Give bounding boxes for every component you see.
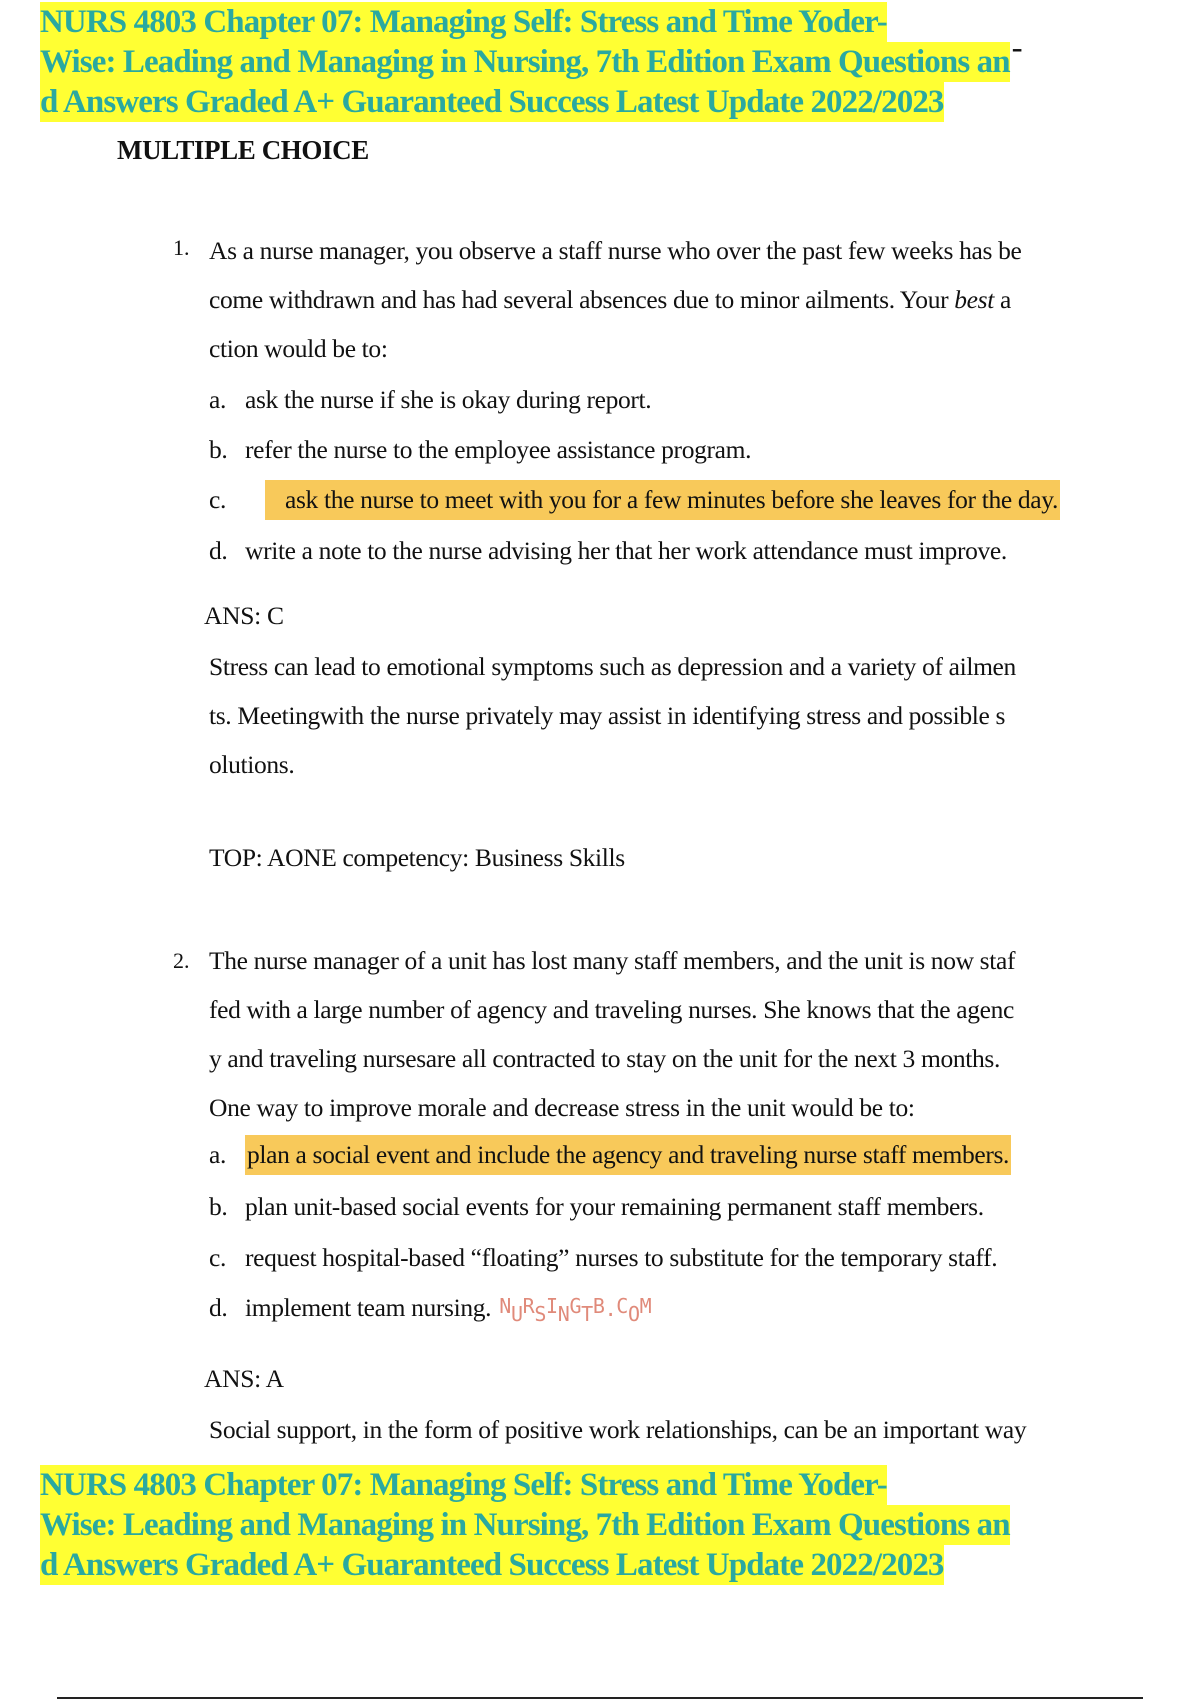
question-number: 1.	[173, 235, 190, 260]
option-letter: d.	[209, 1293, 228, 1322]
option-d	[209, 1288, 651, 1328]
option-letter: a.	[209, 385, 226, 414]
answer-key: ANS: C	[204, 601, 284, 630]
option-b	[209, 1187, 984, 1227]
option-a-correct	[209, 1135, 1011, 1175]
question-stem	[209, 226, 1139, 373]
title-line-2: Wise: Leading and Managing in Nursing, 7th Edition Exam Questions an	[40, 1507, 1010, 1543]
stem-line: fed with a large number of agency and traveling nurses. She knows that the agenc	[209, 995, 1014, 1024]
option-text: request hospital-based “floating” nurses to substitute for the temporary staff.	[245, 1243, 998, 1272]
stem-line: As a nurse manager, you observe a staff nurse who over the past few weeks has be	[209, 236, 1022, 265]
rationale-line: ts. Meetingwith the nurse privately may assist in identifying stress and possible s	[209, 701, 1006, 730]
page-bottom-rule	[57, 1697, 1143, 1699]
question-number: 2.	[173, 948, 190, 973]
title-line-3: d Answers Graded A+ Guaranteed Success Latest Update 2022/2023	[40, 84, 944, 120]
nursingtb-watermark: NURSINGTB.COM	[499, 1294, 652, 1326]
option-a	[209, 380, 651, 420]
rationale-line: olutions.	[209, 750, 295, 779]
option-d	[209, 531, 1007, 571]
question-stem	[209, 936, 1139, 1132]
stem-line: ction would be to:	[209, 334, 388, 363]
option-letter: a.	[209, 1140, 226, 1169]
title-line-1: NURS 4803 Chapter 07: Managing Self: Stress and Time Yoder-	[40, 1467, 887, 1503]
option-c-correct	[209, 480, 1060, 520]
document-title-banner-bottom	[40, 1465, 1150, 1585]
option-letter: c.	[209, 485, 226, 514]
option-letter: b.	[209, 435, 228, 464]
topic-line: TOP: AONE competency: Business Skills	[209, 843, 625, 872]
answer-key: ANS: A	[204, 1364, 284, 1393]
stem-emphasis: best	[954, 285, 994, 314]
option-letter: c.	[209, 1243, 226, 1272]
title-line-2	[40, 30, 1022, 82]
stem-line: The nurse manager of a unit has lost many staff members, and the unit is now staf	[209, 946, 1016, 975]
option-text: plan unit-based social events for your remaining permanent staff members.	[245, 1192, 984, 1221]
stem-line: come withdrawn and has had several absences due to minor ailments. Your	[209, 285, 955, 314]
stem-line: One way to improve morale and decrease stress in the unit would be to:	[209, 1093, 915, 1122]
option-letter: b.	[209, 1192, 228, 1221]
title-line-2-text: Wise: Leading and Managing in Nursing, 7th Edition Exam Questions an	[40, 44, 1010, 80]
rationale-line: Stress can lead to emotional symptoms such as depression and a variety of ailmen	[209, 652, 1016, 681]
stem-line: y and traveling nursesare all contracted to stay on the unit for the next 3 months.	[209, 1044, 1000, 1073]
option-text: implement team nursing.	[245, 1293, 492, 1322]
title-line-1: NURS 4803 Chapter 07: Managing Self: Stress and Time Yoder-	[40, 4, 887, 40]
option-text: ask the nurse to meet with you for a few minutes before she leaves for the day.	[265, 480, 1060, 520]
option-c	[209, 1238, 997, 1278]
title-hyphen-mark: -	[1011, 30, 1022, 66]
rationale	[209, 1405, 1129, 1454]
section-heading: MULTIPLE CHOICE	[117, 135, 369, 165]
title-line-3: d Answers Graded A+ Guaranteed Success Latest Update 2022/2023	[40, 1547, 944, 1583]
rationale-line: Social support, in the form of positive work relationships, can be an important way	[209, 1415, 1027, 1444]
option-text: ask the nurse if she is okay during report.	[245, 385, 652, 414]
rationale	[209, 642, 1129, 789]
stem-line: a	[993, 285, 1011, 314]
option-text: plan a social event and include the agency and traveling nurse staff members.	[245, 1135, 1011, 1175]
option-b	[209, 430, 751, 470]
option-text: write a note to the nurse advising her that her work attendance must improve.	[245, 536, 1007, 565]
option-text: refer the nurse to the employee assistance program.	[245, 435, 752, 464]
option-letter: d.	[209, 536, 228, 565]
document-title-banner	[40, 2, 1150, 122]
